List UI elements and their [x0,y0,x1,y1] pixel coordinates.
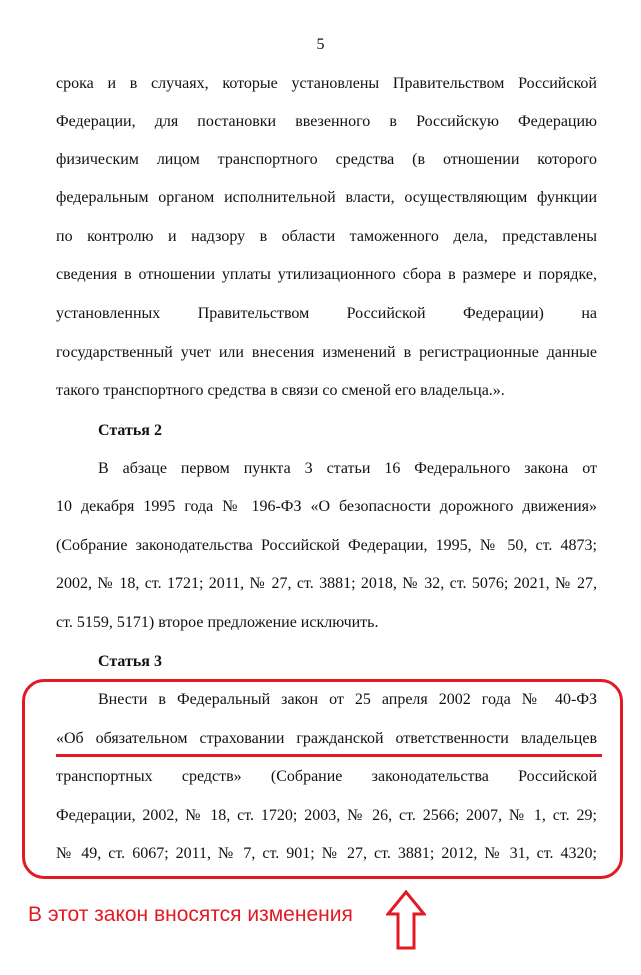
underline-mark [56,754,602,757]
text-line: физическим лицом транспортного средства (в отношении которого [56,151,597,168]
article-2-heading: Статья 2 [98,422,162,439]
text-line: государственный учет или внесения изменений в регистрационные данные [56,344,597,361]
page-number: 5 [316,36,325,53]
law-title-line: «Об обязательном страховании гражданской ответственности владельцев [56,730,597,747]
text-line: Внести в Федеральный закон от 25 апреля 2002 года № 40-ФЗ [98,691,597,708]
text-line: федеральным органом исполнительной власти, осуществляющим функции [56,189,597,206]
highlight-box [22,679,623,879]
text-line: срока и в случаях, которые установлены Правительством Российской [56,75,597,92]
text-line: 2002, № 18, ст. 1721; 2011, № 27, ст. 3881; 2018, № 32, ст. 5076; 2021, № 27, [56,575,597,592]
text-line: Федерации, для постановки ввезенного в Российскую Федерацию [56,113,597,130]
article-3-heading: Статья 3 [98,653,162,670]
text-line: такого транспортного средства в связи со сменой его владельца.». [56,382,505,399]
text-line: по контролю и надзору в области таможенного дела, представлены [56,228,597,245]
text-line: № 49, ст. 6067; 2011, № 7, ст. 901; № 27, ст. 3881; 2012, № 31, ст. 4320; [56,845,597,862]
text-line: 10 декабря 1995 года № 196-ФЗ «О безопасности дорожного движения» [56,498,597,515]
text-line: сведения в отношении уплаты утилизационного сбора в размере и порядке, [56,266,597,283]
text-line: Федерации, 2002, № 18, ст. 1720; 2003, № 26, ст. 2566; 2007, № 1, ст. 29; [56,807,597,824]
text-line: ст. 5159, 5171) второе предложение исключить. [56,614,379,631]
annotation-note: В этот закон вносятся изменения [28,903,353,926]
text-line: установленных Правительством Российской Федерации) на [56,305,597,322]
up-arrow-icon [386,890,426,950]
text-line: транспортных средств» (Собрание законодательства Российской [56,768,597,785]
text-line: (Собрание законодательства Российской Федерации, 1995, № 50, ст. 4873; [56,537,597,554]
text-line: В абзаце первом пункта 3 статьи 16 Федерального закона от [98,460,597,477]
